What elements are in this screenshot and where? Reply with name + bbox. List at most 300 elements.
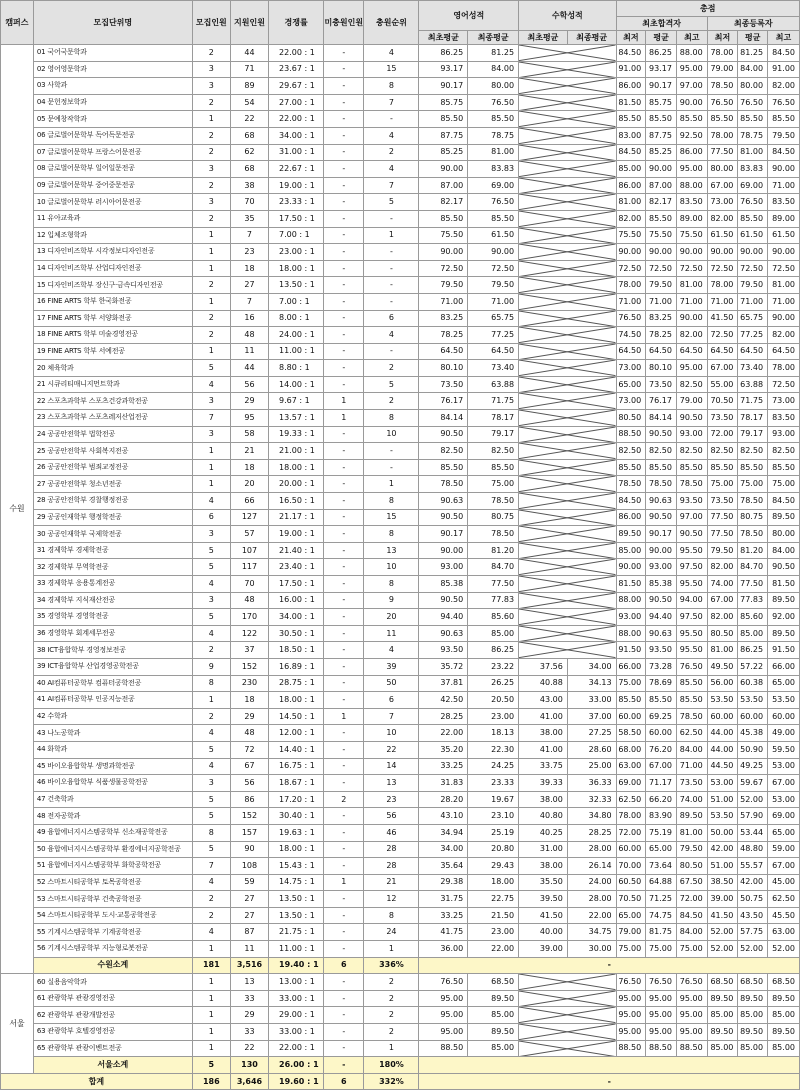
applicant-count: 157 <box>230 824 268 841</box>
recruit-count: 5 <box>192 542 230 559</box>
applicant-count: 16 <box>230 310 268 327</box>
math-not-applicable <box>519 78 616 95</box>
math-not-applicable <box>519 194 616 211</box>
first-max: 93.00 <box>676 426 707 443</box>
final-min: 80.00 <box>707 161 738 178</box>
unit-name: 43 나노공학과 <box>33 725 192 742</box>
eng-first-avg: 84.14 <box>419 410 468 427</box>
first-max: 81.00 <box>676 824 707 841</box>
applicant-count: 107 <box>230 542 268 559</box>
table-row <box>1 277 800 294</box>
math-final-avg: 34.00 <box>567 658 616 675</box>
unit-name: 27 공공안전학부 청소년전공 <box>33 476 192 493</box>
recruit-count: 1 <box>192 260 230 277</box>
competition-ratio: 11.00 : 1 <box>269 941 324 958</box>
table-row <box>1 443 800 460</box>
table-row <box>1 858 800 875</box>
applicant-count: 18 <box>230 692 268 709</box>
applicant-count: 58 <box>230 426 268 443</box>
final-min: 75.00 <box>707 476 738 493</box>
table-row <box>1 907 800 924</box>
final-avg: 69.00 <box>738 177 768 194</box>
unfilled-count: - <box>324 111 364 128</box>
final-min: 60.00 <box>707 708 738 725</box>
unit-name: 31 경제학부 경제학전공 <box>33 542 192 559</box>
math-first-avg: 39.33 <box>519 775 568 792</box>
math-not-applicable <box>519 244 616 261</box>
unfilled-count: - <box>324 443 364 460</box>
final-max: 84.50 <box>768 493 800 510</box>
final-max: 61.50 <box>768 227 800 244</box>
first-max: 95.50 <box>676 542 707 559</box>
math-not-applicable <box>519 177 616 194</box>
unfilled-count: - <box>324 194 364 211</box>
fill-rank: 8 <box>364 78 419 95</box>
fill-rank: 8 <box>364 576 419 593</box>
first-max: 74.00 <box>676 791 707 808</box>
eng-first-avg: 85.50 <box>419 459 468 476</box>
first-min: 69.00 <box>616 775 646 792</box>
final-avg: 89.50 <box>738 1024 768 1041</box>
fill-rank: 1 <box>364 1040 419 1057</box>
final-max: 59.50 <box>768 741 800 758</box>
subtotal-row <box>1 1057 800 1074</box>
eng-first-avg: 35.72 <box>419 658 468 675</box>
applicant-count: 89 <box>230 78 268 95</box>
competition-ratio: 7.00 : 1 <box>269 293 324 310</box>
eng-final-avg: 76.50 <box>468 194 519 211</box>
unit-name: 25 공공안전학부 사회복지전공 <box>33 443 192 460</box>
final-min: 52.00 <box>707 924 738 941</box>
eng-first-avg: 29.38 <box>419 874 468 891</box>
eng-final-avg: 29.43 <box>468 858 519 875</box>
final-max: 84.00 <box>768 542 800 559</box>
eng-first-avg: 43.10 <box>419 808 468 825</box>
applicant-count: 67 <box>230 758 268 775</box>
fill-rank: 21 <box>364 874 419 891</box>
applicant-count: 68 <box>230 161 268 178</box>
applicant-count: 59 <box>230 874 268 891</box>
unit-name: 24 공공안전학부 법학전공 <box>33 426 192 443</box>
table-row <box>1 874 800 891</box>
recruit-count: 5 <box>192 808 230 825</box>
first-max: 95.50 <box>676 625 707 642</box>
first-max: 72.50 <box>676 260 707 277</box>
competition-ratio: 8.80 : 1 <box>269 360 324 377</box>
first-min: 64.50 <box>616 343 646 360</box>
eng-first-avg: 82.17 <box>419 194 468 211</box>
eng-final-avg: 73.40 <box>468 360 519 377</box>
grand-total-label: 합계 <box>1 1073 193 1090</box>
final-min: 73.50 <box>707 410 738 427</box>
table-row <box>1 576 800 593</box>
first-max: 95.00 <box>676 1024 707 1041</box>
first-max: 97.50 <box>676 609 707 626</box>
fill-rank: 20 <box>364 609 419 626</box>
competition-ratio: 16.00 : 1 <box>269 592 324 609</box>
eng-final-avg: 89.50 <box>468 1024 519 1041</box>
recruit-count: 3 <box>192 592 230 609</box>
recruit-count: 3 <box>192 61 230 78</box>
first-avg: 73.64 <box>646 858 677 875</box>
eng-final-avg: 20.80 <box>468 841 519 858</box>
math-first-avg: 41.00 <box>519 708 568 725</box>
applicant-count: 152 <box>230 658 268 675</box>
fill-rank: 2 <box>364 360 419 377</box>
eng-first-avg: 35.20 <box>419 741 468 758</box>
header-math: 수학성적 <box>519 1 616 31</box>
unit-name: 41 AI컴퓨터공학부 인공지능전공 <box>33 692 192 709</box>
eng-first-avg: 76.17 <box>419 393 468 410</box>
final-min: 61.50 <box>707 227 738 244</box>
first-avg: 83.25 <box>646 310 677 327</box>
first-avg: 93.00 <box>646 559 677 576</box>
math-final-avg: 25.00 <box>567 758 616 775</box>
eng-final-avg: 85.00 <box>468 1040 519 1057</box>
table-row <box>1 841 800 858</box>
table-row <box>1 244 800 261</box>
final-min: 71.00 <box>707 293 738 310</box>
final-max: 53.00 <box>768 758 800 775</box>
unfilled-count: 1 <box>324 708 364 725</box>
eng-final-avg: 69.00 <box>468 177 519 194</box>
final-max: 90.50 <box>768 559 800 576</box>
final-max: 82.50 <box>768 443 800 460</box>
first-avg: 81.75 <box>646 924 677 941</box>
eng-final-avg: 75.00 <box>468 476 519 493</box>
first-min: 76.50 <box>616 310 646 327</box>
applicant-count: 33 <box>230 990 268 1007</box>
unit-name: 15 디자인비즈학부 장신구·금속디자인전공 <box>33 277 192 294</box>
eng-first-avg: 85.38 <box>419 576 468 593</box>
header-math-final-avg: 최종평균 <box>567 31 616 45</box>
recruit-count: 1 <box>192 692 230 709</box>
unfilled-count: - <box>324 625 364 642</box>
final-min: 77.50 <box>707 526 738 543</box>
header-recruit: 모집인원 <box>192 1 230 45</box>
fill-rank: - <box>364 244 419 261</box>
unit-name: 03 사학과 <box>33 78 192 95</box>
first-max: 71.00 <box>676 758 707 775</box>
fill-rank: 23 <box>364 791 419 808</box>
first-max: 93.50 <box>676 493 707 510</box>
recruit-count: 2 <box>192 94 230 111</box>
unfilled-count: - <box>324 343 364 360</box>
competition-ratio: 27.00 : 1 <box>269 94 324 111</box>
table-row <box>1 758 800 775</box>
unit-name: 32 경제학부 무역학전공 <box>33 559 192 576</box>
math-final-avg: 37.00 <box>567 708 616 725</box>
first-avg: 83.90 <box>646 808 677 825</box>
recruit-count: 3 <box>192 526 230 543</box>
subtotal-recruit: 181 <box>192 957 230 974</box>
math-not-applicable <box>519 144 616 161</box>
competition-ratio: 22.00 : 1 <box>269 45 324 62</box>
competition-ratio: 17.50 : 1 <box>269 576 324 593</box>
recruit-count: 8 <box>192 824 230 841</box>
competition-ratio: 13.50 : 1 <box>269 277 324 294</box>
table-row <box>1 476 800 493</box>
fill-rank: 13 <box>364 775 419 792</box>
eng-final-avg: 78.50 <box>468 493 519 510</box>
final-avg: 48.80 <box>738 841 768 858</box>
table-row <box>1 775 800 792</box>
header-eng-final-avg: 최종평균 <box>468 31 519 45</box>
final-avg: 60.38 <box>738 675 768 692</box>
grand-total-rank: 332% <box>364 1073 419 1090</box>
eng-first-avg: 79.50 <box>419 277 468 294</box>
grand-total-ratio: 19.60 : 1 <box>269 1073 324 1090</box>
subtotal-unfilled: - <box>324 1057 364 1074</box>
fill-rank: - <box>364 111 419 128</box>
final-avg: 77.50 <box>738 576 768 593</box>
header-first-avg: 평균 <box>646 31 677 45</box>
final-max: 89.50 <box>768 592 800 609</box>
first-min: 93.00 <box>616 609 646 626</box>
recruit-count: 1 <box>192 941 230 958</box>
first-min: 81.00 <box>616 194 646 211</box>
final-max: 90.00 <box>768 310 800 327</box>
eng-final-avg: 18.00 <box>468 874 519 891</box>
recruit-count: 7 <box>192 858 230 875</box>
fill-rank: 13 <box>364 542 419 559</box>
eng-first-avg: 85.25 <box>419 144 468 161</box>
final-avg: 73.40 <box>738 360 768 377</box>
eng-first-avg: 87.75 <box>419 127 468 144</box>
unfilled-count: - <box>324 509 364 526</box>
table-row <box>1 310 800 327</box>
applicant-count: 56 <box>230 775 268 792</box>
unit-name: 16 FINE ARTS 학부 한국화전공 <box>33 293 192 310</box>
eng-final-avg: 81.25 <box>468 45 519 62</box>
recruit-count: 2 <box>192 907 230 924</box>
table-row <box>1 824 800 841</box>
math-not-applicable <box>519 293 616 310</box>
final-avg: 68.50 <box>738 974 768 991</box>
first-max: 64.50 <box>676 343 707 360</box>
competition-ratio: 23.00 : 1 <box>269 244 324 261</box>
math-not-applicable <box>519 592 616 609</box>
unit-name: 08 글로벌어문학부 일어일문전공 <box>33 161 192 178</box>
first-avg: 85.38 <box>646 576 677 593</box>
unfilled-count: - <box>324 576 364 593</box>
math-not-applicable <box>519 526 616 543</box>
first-avg: 79.50 <box>646 277 677 294</box>
eng-first-avg: 85.75 <box>419 94 468 111</box>
first-avg: 88.50 <box>646 1040 677 1057</box>
table-row <box>1 360 800 377</box>
eng-first-avg: 90.00 <box>419 244 468 261</box>
final-min: 73.00 <box>707 194 738 211</box>
unfilled-count: - <box>324 559 364 576</box>
subtotal-row <box>1 957 800 974</box>
final-max: 64.50 <box>768 343 800 360</box>
final-min: 52.00 <box>707 941 738 958</box>
first-max: 73.50 <box>676 775 707 792</box>
first-max: 92.50 <box>676 127 707 144</box>
fill-rank: - <box>364 293 419 310</box>
final-min: 85.00 <box>707 1040 738 1057</box>
final-avg: 60.00 <box>738 708 768 725</box>
first-max: 94.00 <box>676 592 707 609</box>
final-min: 90.00 <box>707 244 738 261</box>
applicant-count: 170 <box>230 609 268 626</box>
math-final-avg: 28.25 <box>567 824 616 841</box>
first-max: 95.00 <box>676 1007 707 1024</box>
unfilled-count: - <box>324 127 364 144</box>
first-avg: 82.17 <box>646 194 677 211</box>
final-avg: 57.90 <box>738 808 768 825</box>
eng-final-avg: 80.00 <box>468 78 519 95</box>
final-max: 89.50 <box>768 625 800 642</box>
first-max: 95.50 <box>676 576 707 593</box>
final-max: 53.00 <box>768 791 800 808</box>
recruit-count: 4 <box>192 576 230 593</box>
table-row <box>1 376 800 393</box>
eng-first-avg: 33.25 <box>419 758 468 775</box>
first-min: 76.50 <box>616 974 646 991</box>
final-max: 93.00 <box>768 426 800 443</box>
fill-rank: 10 <box>364 725 419 742</box>
first-avg: 76.17 <box>646 393 677 410</box>
first-max: 95.00 <box>676 161 707 178</box>
recruit-count: 4 <box>192 874 230 891</box>
eng-final-avg: 76.50 <box>468 94 519 111</box>
eng-final-avg: 89.50 <box>468 990 519 1007</box>
unit-name: 18 FINE ARTS 학부 미술경영전공 <box>33 327 192 344</box>
math-not-applicable <box>519 210 616 227</box>
final-avg: 85.50 <box>738 459 768 476</box>
math-first-avg: 38.00 <box>519 858 568 875</box>
applicant-count: 23 <box>230 244 268 261</box>
subtotal-ratio: 19.40 : 1 <box>269 957 324 974</box>
table-row <box>1 592 800 609</box>
competition-ratio: 30.40 : 1 <box>269 808 324 825</box>
final-max: 84.50 <box>768 45 800 62</box>
first-avg: 90.63 <box>646 625 677 642</box>
first-avg: 93.17 <box>646 61 677 78</box>
final-min: 79.50 <box>707 542 738 559</box>
unit-name: 36 경영학부 회계세무전공 <box>33 625 192 642</box>
eng-final-avg: 71.00 <box>468 293 519 310</box>
unit-name: 17 FINE ARTS 학부 서양화전공 <box>33 310 192 327</box>
applicant-count: 117 <box>230 559 268 576</box>
unfilled-count: - <box>324 808 364 825</box>
final-avg: 86.25 <box>738 642 768 659</box>
applicant-count: 72 <box>230 741 268 758</box>
final-avg: 65.75 <box>738 310 768 327</box>
eng-final-avg: 78.50 <box>468 526 519 543</box>
grand-total-recruit: 186 <box>192 1073 230 1090</box>
eng-first-avg: 93.00 <box>419 559 468 576</box>
unfilled-count: - <box>324 78 364 95</box>
math-not-applicable <box>519 559 616 576</box>
header-rank: 충원순위 <box>364 1 419 45</box>
table-row <box>1 210 800 227</box>
eng-first-avg: 90.00 <box>419 161 468 178</box>
recruit-count: 5 <box>192 609 230 626</box>
final-avg: 79.50 <box>738 277 768 294</box>
math-final-avg: 26.14 <box>567 858 616 875</box>
final-max: 45.50 <box>768 907 800 924</box>
first-avg: 76.50 <box>646 974 677 991</box>
unit-name: 54 스마트시티공학부 도시·교통공학전공 <box>33 907 192 924</box>
competition-ratio: 23.33 : 1 <box>269 194 324 211</box>
header-final-avg: 평균 <box>738 31 768 45</box>
eng-final-avg: 23.00 <box>468 924 519 941</box>
eng-first-avg: 78.50 <box>419 476 468 493</box>
first-avg: 93.50 <box>646 642 677 659</box>
first-avg: 85.50 <box>646 692 677 709</box>
first-min: 78.50 <box>616 476 646 493</box>
first-max: 79.50 <box>676 841 707 858</box>
first-max: 76.50 <box>676 974 707 991</box>
final-avg: 53.44 <box>738 824 768 841</box>
subtotal-rank: 336% <box>364 957 419 974</box>
competition-ratio: 19.00 : 1 <box>269 526 324 543</box>
final-max: 65.00 <box>768 824 800 841</box>
fill-rank: - <box>364 343 419 360</box>
unfilled-count: - <box>324 725 364 742</box>
table-row <box>1 1007 800 1024</box>
unfilled-count: - <box>324 260 364 277</box>
final-min: 49.50 <box>707 658 738 675</box>
final-max: 91.50 <box>768 642 800 659</box>
first-max: 95.00 <box>676 61 707 78</box>
first-avg: 84.14 <box>646 410 677 427</box>
unit-name: 61 관광학부 관광경영전공 <box>33 990 192 1007</box>
first-avg: 76.20 <box>646 741 677 758</box>
eng-final-avg: 84.00 <box>468 61 519 78</box>
first-min: 88.00 <box>616 625 646 642</box>
first-min: 62.50 <box>616 791 646 808</box>
unfilled-count: - <box>324 592 364 609</box>
competition-ratio: 7.00 : 1 <box>269 227 324 244</box>
unit-name: 42 수학과 <box>33 708 192 725</box>
unfilled-count: - <box>324 775 364 792</box>
final-min: 55.00 <box>707 376 738 393</box>
eng-first-avg: 42.50 <box>419 692 468 709</box>
fill-rank: 39 <box>364 658 419 675</box>
eng-first-avg: 90.17 <box>419 78 468 95</box>
table-row <box>1 658 800 675</box>
header-total-score: 총점 <box>616 1 799 17</box>
applicant-count: 27 <box>230 891 268 908</box>
final-avg: 63.88 <box>738 376 768 393</box>
recruit-count: 5 <box>192 360 230 377</box>
table-row <box>1 343 800 360</box>
table-row <box>1 808 800 825</box>
final-max: 90.00 <box>768 161 800 178</box>
unfilled-count: - <box>324 293 364 310</box>
competition-ratio: 23.67 : 1 <box>269 61 324 78</box>
unfilled-count: - <box>324 658 364 675</box>
eng-final-avg: 18.13 <box>468 725 519 742</box>
final-avg: 64.50 <box>738 343 768 360</box>
final-max: 84.50 <box>768 144 800 161</box>
recruit-count: 9 <box>192 658 230 675</box>
table-header <box>1 1 800 45</box>
unit-name: 22 스포츠과학부 스포츠건강과학전공 <box>33 393 192 410</box>
final-avg: 71.00 <box>738 293 768 310</box>
final-avg: 76.50 <box>738 94 768 111</box>
first-avg: 73.50 <box>646 376 677 393</box>
first-min: 66.00 <box>616 658 646 675</box>
final-min: 44.00 <box>707 725 738 742</box>
competition-ratio: 17.50 : 1 <box>269 210 324 227</box>
final-avg: 77.25 <box>738 327 768 344</box>
math-first-avg: 41.00 <box>519 741 568 758</box>
